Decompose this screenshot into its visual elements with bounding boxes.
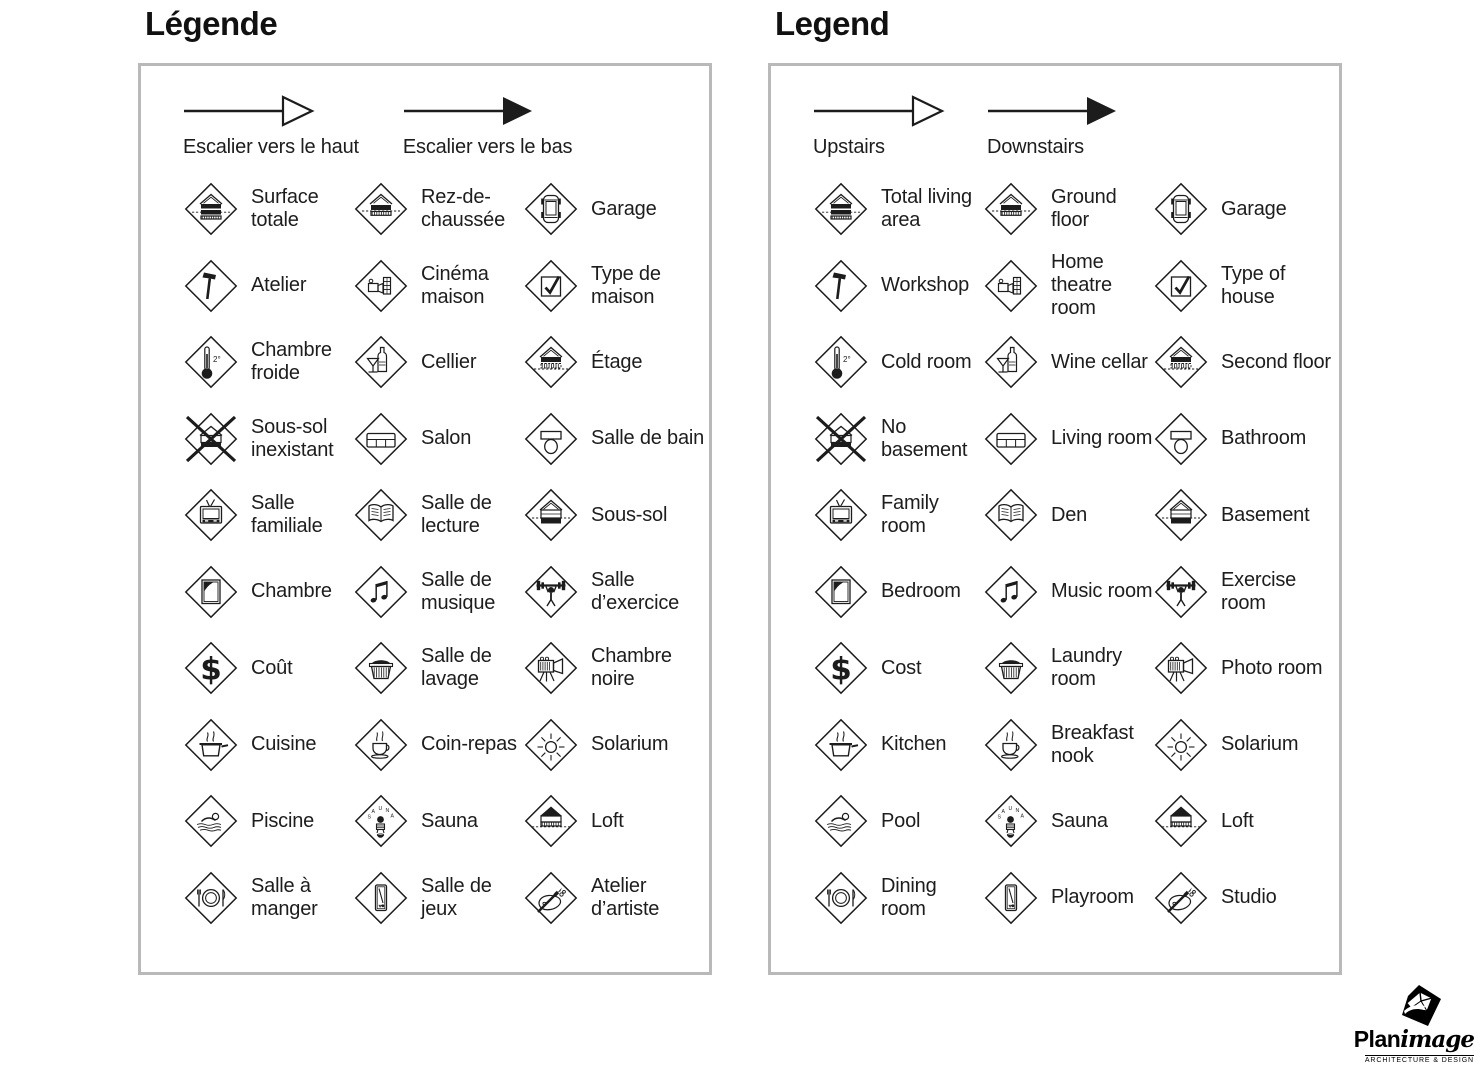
legend-item-label: Family room <box>881 492 939 538</box>
open-book-icon <box>353 487 409 543</box>
sun-icon <box>523 717 579 773</box>
legend-panel-english <box>768 4 1342 975</box>
legend-item-label: Salle d’exercice <box>591 568 680 614</box>
hammer-icon <box>183 258 239 314</box>
house-basement-icon <box>523 487 579 543</box>
legend-item <box>813 334 983 390</box>
svg-text:A: A <box>1001 809 1005 816</box>
open-book-icon <box>983 487 1039 543</box>
legend-item <box>183 181 353 237</box>
legend-item-label: Cinéma maison <box>421 262 489 308</box>
sauna-person-icon <box>353 793 409 849</box>
legend-item <box>983 793 1153 849</box>
car-icon <box>523 181 579 237</box>
legend-item-label: No basement <box>881 415 968 461</box>
palette-brush-icon <box>523 870 579 926</box>
dollar-icon <box>813 640 869 696</box>
legend-item-label: Total living area <box>881 186 972 232</box>
legend-item-label: Salle familiale <box>251 492 323 538</box>
legend-item <box>1153 717 1339 773</box>
legend-item <box>1153 564 1339 620</box>
legend-item-label: Coin-repas <box>421 733 517 756</box>
swimmer-icon <box>813 793 869 849</box>
page-title: Légende <box>145 5 278 42</box>
legend-item-label: Living room <box>1051 427 1153 450</box>
house-total-area-icon <box>813 181 869 237</box>
svg-text:A: A <box>371 809 375 816</box>
thermometer-icon <box>183 334 239 390</box>
svg-text:N: N <box>385 808 390 815</box>
toilet-icon <box>1153 411 1209 467</box>
legend-item-label: Salle à manger <box>251 874 318 920</box>
camera-tripod-icon <box>1153 640 1209 696</box>
legend-item-label: Chambre <box>251 580 332 603</box>
svg-text:2°: 2° <box>213 355 221 365</box>
legend-item-label: Sous-sol <box>591 503 668 526</box>
house-second-floor-icon <box>523 334 579 390</box>
legend-item <box>353 870 523 926</box>
legend-item <box>813 870 983 926</box>
legend-item-label: Studio <box>1221 886 1277 909</box>
legend-item-label: Sauna <box>1051 809 1108 832</box>
music-notes-icon <box>353 564 409 620</box>
checkbox-icon <box>523 258 579 314</box>
legend-item-label: Photo room <box>1221 656 1323 679</box>
legend-item-label: Rez-de-chaussée <box>421 186 506 232</box>
stairs-arrows-row <box>141 91 709 159</box>
legend-item <box>523 181 709 237</box>
legend-item <box>1153 870 1339 926</box>
legend-item-label: Kitchen <box>881 733 947 756</box>
legend-item-label: Salle de jeux <box>421 874 492 920</box>
legend-item <box>983 870 1153 926</box>
legend-item-label: Garage <box>1221 197 1287 220</box>
stairs-up-entry <box>813 91 943 159</box>
legend-item <box>813 793 983 849</box>
legend-item-label: Cold room <box>881 350 972 373</box>
coffee-cup-icon <box>353 717 409 773</box>
planimage-logo <box>1342 984 1474 1064</box>
legend-item-label: Solarium <box>591 733 669 756</box>
legend-item <box>353 258 523 314</box>
legend-box <box>768 63 1342 975</box>
legend-item <box>353 793 523 849</box>
legend-item-label: Type de maison <box>591 262 661 308</box>
svg-text:$: $ <box>200 651 222 688</box>
brand-tagline: ARCHITECTURE & DESIGN <box>1364 1057 1474 1064</box>
svg-text:S: S <box>367 814 371 821</box>
plate-cutlery-icon <box>813 870 869 926</box>
legend-item-label: Salle de lavage <box>421 645 492 691</box>
legend-item <box>523 640 709 696</box>
bed-icon <box>183 564 239 620</box>
arrow-down-filled-icon <box>987 91 1117 131</box>
legend-item-label: Home theatre room <box>1051 251 1112 320</box>
legend-item-label: Piscine <box>251 809 315 832</box>
bed-icon <box>813 564 869 620</box>
legend-item <box>183 411 353 467</box>
legend-item-label: Basement <box>1221 503 1310 526</box>
legend-item <box>353 717 523 773</box>
sauna-person-icon <box>983 793 1039 849</box>
dollar-icon <box>183 640 239 696</box>
cooking-pot-icon <box>183 717 239 773</box>
legend-item <box>983 411 1153 467</box>
tv-icon <box>813 487 869 543</box>
svg-text:A: A <box>1020 813 1024 820</box>
legend-item <box>1153 334 1339 390</box>
legend-item <box>813 411 983 467</box>
legend-item-label: Loft <box>591 809 624 832</box>
legend-panel-french <box>138 4 712 975</box>
house-loft-icon <box>523 793 579 849</box>
house-crossed-icon <box>813 411 869 467</box>
sofa-icon <box>983 411 1039 467</box>
legend-item <box>183 258 353 314</box>
brand-name: Planimage <box>1353 1026 1474 1053</box>
svg-text:U: U <box>1008 806 1013 813</box>
legend-item <box>523 870 709 926</box>
house-ground-floor-icon <box>983 181 1039 237</box>
legend-item-label: Chambre froide <box>251 339 332 385</box>
house-total-area-icon <box>183 181 239 237</box>
camera-tripod-icon <box>523 640 579 696</box>
palette-brush-icon <box>1153 870 1209 926</box>
legend-item <box>353 564 523 620</box>
legend-item-label: Solarium <box>1221 733 1299 756</box>
legend-item <box>523 793 709 849</box>
cooking-pot-icon <box>813 717 869 773</box>
page-title: Legend <box>775 5 890 42</box>
legend-item-label: Dining room <box>881 874 937 920</box>
thermometer-icon <box>813 334 869 390</box>
legend-item <box>983 717 1153 773</box>
legend-item-label: Atelier <box>251 274 307 297</box>
legend-item-label: Salle de bain <box>591 427 705 450</box>
legend-item <box>353 334 523 390</box>
music-notes-icon <box>983 564 1039 620</box>
legend-item-label: Music room <box>1051 580 1153 603</box>
arrow-up-outline-icon <box>813 91 943 131</box>
legend-item <box>983 640 1153 696</box>
svg-text:A: A <box>390 813 394 820</box>
legend-item <box>983 251 1153 320</box>
legend-item <box>523 411 709 467</box>
house-basement-icon <box>1153 487 1209 543</box>
legend-item-label: Garage <box>591 197 657 220</box>
tv-icon <box>183 487 239 543</box>
legend-item-label: Sous-sol inexistant <box>251 415 334 461</box>
arrow-up-outline-icon <box>183 91 313 131</box>
legend-grid <box>771 171 1339 936</box>
svg-text:S: S <box>997 814 1001 821</box>
legend-item <box>983 334 1153 390</box>
legend-item-label: Wine cellar <box>1051 350 1148 373</box>
legend-item-label: Bedroom <box>881 580 961 603</box>
legend-item <box>353 487 523 543</box>
stairs-arrows-row <box>771 91 1339 159</box>
legend-item-label: Breakfast nook <box>1051 721 1134 767</box>
toilet-icon <box>523 411 579 467</box>
svg-text:U: U <box>378 806 383 813</box>
legend-item <box>523 717 709 773</box>
house-ground-floor-icon <box>353 181 409 237</box>
legend-item-label: Chambre noire <box>591 645 672 691</box>
legend-item-label: Cuisine <box>251 733 317 756</box>
stairs-down-entry <box>987 91 1117 159</box>
legend-item <box>183 564 353 620</box>
laundry-basket-icon <box>983 640 1039 696</box>
legend-item-label: Playroom <box>1051 886 1134 909</box>
legend-item <box>983 487 1153 543</box>
house-second-floor-icon <box>1153 334 1209 390</box>
legend-item <box>813 717 983 773</box>
legend-item <box>813 181 983 237</box>
legend-item-label: Second floor <box>1221 350 1331 373</box>
arrow-down-filled-icon <box>403 91 533 131</box>
legend-item <box>983 564 1153 620</box>
legend-item-label: Salon <box>421 427 472 450</box>
checkbox-icon <box>1153 258 1209 314</box>
legend-item <box>813 258 983 314</box>
planimage-logo-icon <box>1394 984 1446 1028</box>
legend-item <box>523 487 709 543</box>
arrow-label: Escalier vers le bas <box>402 136 573 158</box>
legend-item-label: Ground floor <box>1051 186 1117 232</box>
plate-cutlery-icon <box>183 870 239 926</box>
stairs-down-entry <box>403 91 572 159</box>
wine-bottle-glass-icon <box>353 334 409 390</box>
legend-item-label: Surface totale <box>251 186 319 232</box>
pool-table-icon <box>353 870 409 926</box>
legend-item-label: Atelier d’artiste <box>591 874 660 920</box>
legend-item <box>983 181 1153 237</box>
legend-item <box>813 564 983 620</box>
legend-grid <box>141 171 709 936</box>
sun-icon <box>1153 717 1209 773</box>
laundry-basket-icon <box>353 640 409 696</box>
hammer-icon <box>813 258 869 314</box>
legend-item <box>353 640 523 696</box>
wine-bottle-glass-icon <box>983 334 1039 390</box>
legend-item-label: Salle de lecture <box>421 492 492 538</box>
swimmer-icon <box>183 793 239 849</box>
house-crossed-icon <box>183 411 239 467</box>
legend-item <box>813 487 983 543</box>
legend-item-label: Den <box>1051 503 1088 526</box>
projector-film-icon <box>353 258 409 314</box>
legend-item-label: Sauna <box>421 809 478 832</box>
pool-table-icon <box>983 870 1039 926</box>
projector-film-icon <box>983 258 1039 314</box>
svg-text:2°: 2° <box>843 355 851 365</box>
arrow-label: Downstairs <box>987 136 1084 158</box>
legend-item <box>523 258 709 314</box>
legend-item-label: Exercise room <box>1221 568 1297 614</box>
arrow-label: Upstairs <box>813 136 885 158</box>
legend-item <box>1153 487 1339 543</box>
legend-item-label: Cost <box>881 656 922 679</box>
legend-item <box>183 870 353 926</box>
legend-item <box>813 640 983 696</box>
legend-item-label: Workshop <box>881 274 970 297</box>
legend-item <box>1153 640 1339 696</box>
legend-item <box>1153 411 1339 467</box>
legend-item <box>1153 181 1339 237</box>
legend-item <box>523 564 709 620</box>
legend-item-label: Cellier <box>421 350 477 373</box>
legend-item-label: Type of house <box>1221 262 1286 308</box>
legend-item-label: Étage <box>591 350 643 373</box>
legend-item <box>183 334 353 390</box>
legend-item <box>353 411 523 467</box>
weightlifter-icon <box>1153 564 1209 620</box>
legend-box <box>138 63 712 975</box>
legend-item <box>353 181 523 237</box>
legend-item-label: Pool <box>881 809 921 832</box>
legend-item-label: Coût <box>251 656 293 679</box>
arrow-label: Escalier vers le haut <box>183 136 359 158</box>
weightlifter-icon <box>523 564 579 620</box>
legend-item <box>183 640 353 696</box>
legend-item <box>523 334 709 390</box>
legend-item <box>183 793 353 849</box>
coffee-cup-icon <box>983 717 1039 773</box>
house-loft-icon <box>1153 793 1209 849</box>
legend-item <box>183 487 353 543</box>
legend-item-label: Salle de musique <box>421 568 496 614</box>
legend-item <box>1153 258 1339 314</box>
legend-item <box>1153 793 1339 849</box>
stairs-up-entry <box>183 91 359 159</box>
legend-item-label: Loft <box>1221 809 1254 832</box>
legend-item-label: Bathroom <box>1221 427 1307 450</box>
svg-text:N: N <box>1015 808 1020 815</box>
legend-item <box>183 717 353 773</box>
sofa-icon <box>353 411 409 467</box>
car-icon <box>1153 181 1209 237</box>
legend-item-label: Laundry room <box>1051 645 1122 691</box>
svg-text:$: $ <box>830 651 852 688</box>
